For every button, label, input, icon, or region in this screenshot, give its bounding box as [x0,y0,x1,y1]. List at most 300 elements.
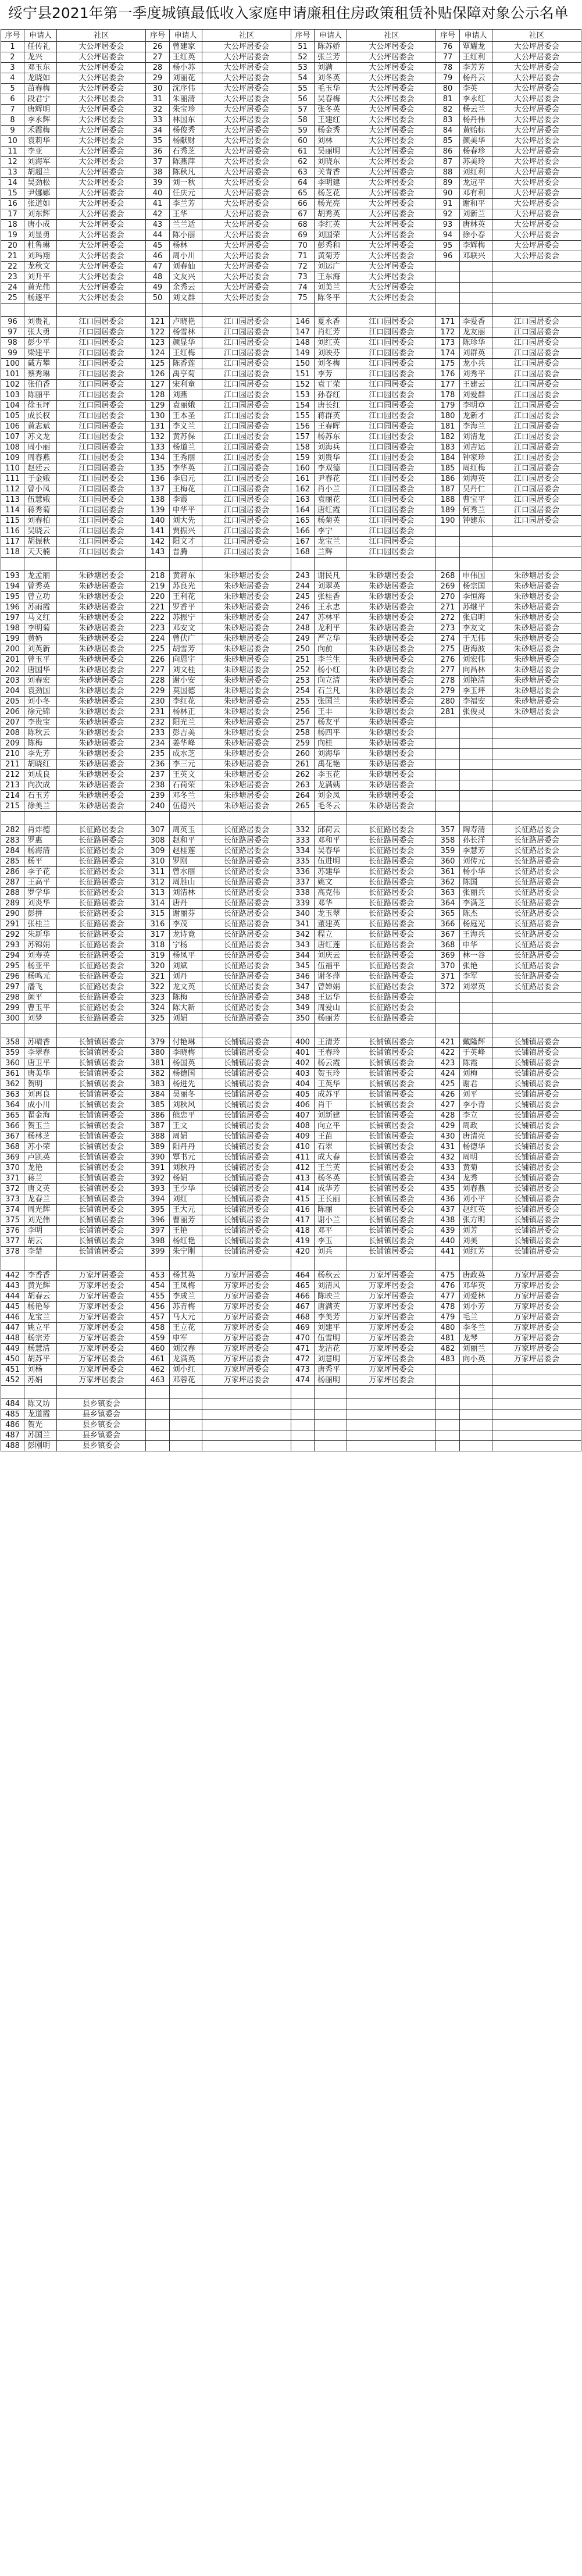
community-cell: 江口园居委会 [492,411,581,422]
community-cell: 长铺镇居委会 [347,1226,436,1236]
index-cell: 316 [146,919,169,930]
index-cell: 146 [291,317,314,327]
community-cell: 朱砂塘居委会 [202,655,291,665]
index-cell [291,1420,314,1430]
index-cell: 428 [436,1111,459,1121]
index-cell: 261 [291,759,314,770]
recipient-table [1,29,581,1451]
index-cell [436,1375,459,1386]
index-cell: 15 [1,188,24,199]
index-cell: 26 [146,42,169,52]
applicant-cell: 赵廷云 [24,463,57,474]
applicant-cell: 谢民凡 [315,571,347,581]
index-cell: 245 [291,592,314,602]
applicant-cell: 袁劲国 [24,686,57,697]
community-cell: 长铺镇居委会 [347,1121,436,1132]
community-cell: 大公坪居委会 [57,52,146,63]
index-cell: 378 [1,1247,24,1257]
applicant-cell: 王建红 [315,115,347,126]
index-cell: 158 [291,443,314,453]
community-cell: 大公坪居委会 [492,188,581,199]
applicant-cell: 曾水丽 [169,867,202,877]
applicant-cell: 杨宗芳 [24,1333,57,1344]
community-cell: 长铺镇居委会 [492,1194,581,1205]
index-cell: 139 [146,505,169,516]
index-cell: 159 [291,453,314,463]
index-cell: 310 [146,857,169,867]
index-cell [436,526,459,537]
index-cell: 404 [291,1079,314,1090]
applicant-cell: 杨艳琴 [24,1302,57,1312]
applicant-cell: 向小英 [459,1354,492,1365]
index-cell: 95 [436,241,459,251]
table-row [1,707,581,718]
index-cell [146,1399,169,1410]
applicant-cell [459,272,492,283]
community-cell: 长征路居委会 [202,877,291,888]
index-cell: 359 [1,1048,24,1058]
applicant-cell: 刘春柏 [24,516,57,526]
applicant-cell: 蔡秀琳 [24,369,57,380]
community-cell: 朱砂塘居委会 [202,592,291,602]
index-cell: 40 [146,188,169,199]
community-cell: 江口园居委会 [347,495,436,505]
table-row [1,581,581,592]
index-cell: 311 [146,867,169,877]
community-cell: 大公坪居委会 [347,251,436,262]
index-cell: 312 [146,877,169,888]
table-row [1,547,581,558]
empty-cell [347,558,436,571]
index-cell: 369 [436,951,459,961]
applicant-cell: 黄菊芳 [315,251,347,262]
index-cell: 446 [1,1312,24,1323]
community-cell: 大公坪居委会 [347,241,436,251]
community-cell: 长铺镇居委会 [492,1111,581,1121]
community-cell: 大公坪居委会 [492,230,581,241]
index-cell: 112 [1,484,24,495]
applicant-cell: 邓有利 [459,188,492,199]
applicant-cell: 杨小苏 [169,63,202,73]
section-spacer-row [1,1386,581,1399]
applicant-cell: 李贵宝 [24,718,57,728]
community-cell: 江口园居委会 [57,547,146,558]
community-cell: 大公坪居委会 [492,42,581,52]
community-cell: 大公坪居委会 [347,105,436,115]
index-cell: 50 [146,293,169,304]
applicant-cell: 陈映兰 [315,1291,347,1302]
community-cell: 朱砂塘居委会 [57,571,146,581]
community-cell: 万家坪居委会 [347,1375,436,1386]
community-cell: 万家坪居委会 [347,1344,436,1354]
header-index: 序号 [291,30,314,42]
community-cell: 江口园居委会 [347,338,436,348]
community-cell: 大公坪居委会 [347,42,436,52]
index-cell: 371 [1,1173,24,1184]
community-cell: 江口园居委会 [57,495,146,505]
index-cell: 16 [1,199,24,209]
applicant-cell: 刘炎华 [24,898,57,909]
empty-cell [492,1386,581,1399]
index-cell: 233 [146,728,169,738]
index-cell: 426 [436,1090,459,1100]
index-cell: 408 [291,1121,314,1132]
index-cell: 147 [291,327,314,338]
index-cell: 358 [1,1037,24,1048]
applicant-cell: 刘光伟 [24,1215,57,1226]
empty-cell [202,1024,291,1037]
applicant-cell: 王红英 [169,52,202,63]
index-cell: 369 [1,1153,24,1163]
community-cell: 江口园居委会 [202,484,291,495]
index-cell: 94 [436,230,459,241]
index-cell: 335 [291,857,314,867]
applicant-cell: 罗惠 [24,836,57,846]
community-cell: 江口园居委会 [347,537,436,547]
community-cell: 长征路居委会 [347,857,436,867]
index-cell: 320 [146,961,169,972]
applicant-cell: 石秀芝 [169,147,202,157]
index-cell: 106 [1,422,24,432]
index-cell: 385 [146,1100,169,1111]
community-cell: 长铺镇居委会 [492,1058,581,1069]
index-cell: 202 [1,665,24,676]
applicant-cell: 谢和平 [459,199,492,209]
community-cell: 江口园居委会 [492,338,581,348]
community-cell: 大公坪居委会 [57,251,146,262]
index-cell: 343 [291,940,314,951]
table-row [1,846,581,857]
index-cell: 213 [1,780,24,791]
community-cell: 万家坪居委会 [57,1323,146,1333]
table-row [1,1375,581,1386]
table-row [1,738,581,749]
applicant-cell: 苗春梅 [24,84,57,94]
table-row [1,1173,581,1184]
community-cell [492,770,581,780]
applicant-cell: 张伯香 [24,380,57,390]
index-cell [436,272,459,283]
community-cell: 万家坪居委会 [347,1323,436,1333]
applicant-cell: 刘杨 [24,1365,57,1375]
community-cell: 万家坪居委会 [347,1365,436,1375]
index-cell [436,801,459,812]
index-cell: 322 [146,982,169,993]
applicant-cell: 刘玛翔 [24,251,57,262]
community-cell: 大公坪居委会 [347,220,436,230]
index-cell: 179 [436,401,459,411]
community-cell: 大公坪居委会 [492,199,581,209]
table-row [1,1100,581,1111]
index-cell: 126 [146,369,169,380]
applicant-cell: 伍福平 [315,961,347,972]
index-cell: 366 [436,919,459,930]
applicant-cell: 刘海华 [315,749,347,759]
applicant-cell: 吴晓云 [24,526,57,537]
index-cell: 365 [1,1111,24,1121]
applicant-cell: 钟建东 [459,516,492,526]
applicant-cell: 杨凤平 [169,951,202,961]
applicant-cell: 陈燕萍 [169,157,202,167]
index-cell: 51 [291,42,314,52]
community-cell: 长征路居委会 [492,888,581,898]
index-cell: 201 [1,655,24,665]
community-cell: 大公坪居委会 [202,167,291,178]
applicant-cell: 唐丹 [169,898,202,909]
index-cell: 466 [291,1291,314,1302]
table-row [1,613,581,623]
header-index: 序号 [1,30,24,42]
community-cell: 大公坪居委会 [202,230,291,241]
community-cell: 长征路居委会 [202,993,291,1003]
table-row [1,1079,581,1090]
index-cell: 78 [436,63,459,73]
section-spacer-row [1,1257,581,1271]
table-row [1,115,581,126]
applicant-cell: 唐文英 [24,1184,57,1194]
applicant-cell: 刘芳 [459,1226,492,1236]
index-cell: 14 [1,178,24,188]
applicant-cell: 黄光辉 [24,1281,57,1291]
index-cell: 251 [291,655,314,665]
index-cell: 71 [291,251,314,262]
index-cell: 317 [146,930,169,940]
index-cell: 250 [291,644,314,655]
index-cell: 163 [291,495,314,505]
applicant-cell: 陈小丽 [169,230,202,241]
community-cell: 朱砂塘居委会 [347,728,436,738]
community-cell: 朱砂塘居委会 [492,592,581,602]
applicant-cell: 龙文英 [169,982,202,993]
applicant-cell: 罗学华 [24,888,57,898]
community-cell: 长铺镇居委会 [57,1058,146,1069]
table-row [1,1142,581,1153]
applicant-cell: 刘梦 [24,1014,57,1024]
applicant-cell: 周政 [459,1121,492,1132]
community-cell: 长征路居委会 [347,836,436,846]
table-row [1,718,581,728]
index-cell: 58 [291,115,314,126]
community-cell: 长铺镇居委会 [57,1215,146,1226]
applicant-cell: 程立 [315,930,347,940]
applicant-cell: 曹玉平 [24,1003,57,1014]
community-cell: 朱砂塘居委会 [347,707,436,718]
applicant-cell: 刘庆云 [315,951,347,961]
community-cell: 江口园居委会 [492,443,581,453]
community-cell: 长铺镇居委会 [202,1173,291,1184]
index-cell: 177 [436,380,459,390]
applicant-cell: 龙满姨 [315,780,347,791]
applicant-cell: 刘建平 [315,1323,347,1333]
applicant-cell: 王红利 [459,52,492,63]
applicant-cell: 禹花艳 [315,759,347,770]
empty-cell [291,304,314,317]
applicant-cell [459,1399,492,1410]
applicant-cell: 杨宗国 [459,581,492,592]
index-cell: 478 [436,1302,459,1312]
applicant-cell: 龙秋文 [24,262,57,272]
community-cell: 朱砂塘居委会 [347,718,436,728]
index-cell: 70 [291,241,314,251]
empty-cell [492,1024,581,1037]
applicant-cell: 王利花 [169,592,202,602]
table-row [1,463,581,474]
index-cell: 89 [436,178,459,188]
community-cell: 万家坪居委会 [57,1312,146,1323]
table-row [1,665,581,676]
index-cell: 2 [1,52,24,63]
index-cell [436,1365,459,1375]
community-cell [347,1420,436,1430]
community-cell: 长铺镇居委会 [202,1100,291,1111]
index-cell: 336 [291,867,314,877]
community-cell: 朱砂塘居委会 [57,623,146,634]
community-cell: 江口园居委会 [492,505,581,516]
community-cell: 朱砂塘居委会 [57,759,146,770]
index-cell: 392 [146,1173,169,1184]
applicant-cell: 李茂 [169,919,202,930]
index-cell: 460 [146,1344,169,1354]
community-cell: 长征路居委会 [347,888,436,898]
community-cell [492,1399,581,1410]
empty-cell [202,558,291,571]
index-cell: 360 [1,1058,24,1069]
index-cell: 24 [1,283,24,293]
community-cell: 长铺镇居委会 [202,1079,291,1090]
community-cell: 江口园居委会 [57,474,146,484]
index-cell: 279 [436,686,459,697]
applicant-cell: 张大勇 [24,327,57,338]
index-cell: 325 [146,1014,169,1024]
community-cell: 大公坪居委会 [347,136,436,147]
community-cell: 大公坪居委会 [492,136,581,147]
community-cell [492,780,581,791]
community-cell: 朱砂塘居委会 [202,770,291,780]
community-cell: 江口园居委会 [57,338,146,348]
community-cell: 朱砂塘居委会 [347,613,436,623]
applicant-cell: 杨四平 [315,728,347,738]
applicant-cell: 龙道霞 [24,1410,57,1420]
community-cell: 朱砂塘居委会 [347,759,436,770]
community-cell: 长铺镇居委会 [492,1153,581,1163]
index-cell [436,1003,459,1014]
empty-cell [291,1386,314,1399]
community-cell: 朱砂塘居委会 [202,707,291,718]
empty-cell [315,1386,347,1399]
empty-cell [202,304,291,317]
applicant-cell: 李芳 [315,369,347,380]
applicant-cell: 王立花 [169,1323,202,1333]
community-cell: 朱砂塘居委会 [347,738,436,749]
applicant-cell: 刘成良 [24,770,57,780]
applicant-cell: 李爱香 [459,317,492,327]
community-cell: 江口园居委会 [492,484,581,495]
community-cell: 大公坪居委会 [57,262,146,272]
community-cell: 江口园居委会 [492,432,581,443]
community-cell: 朱砂塘居委会 [347,791,436,801]
index-cell: 151 [291,369,314,380]
applicant-cell: 朱宝珍 [169,105,202,115]
table-row [1,1111,581,1121]
community-cell: 长铺镇居委会 [202,1132,291,1142]
community-cell: 长征路居委会 [347,909,436,919]
applicant-cell: 王梅花 [169,484,202,495]
index-cell: 363 [1,1090,24,1100]
index-cell: 422 [436,1048,459,1058]
community-cell: 长征路居委会 [57,930,146,940]
index-cell: 234 [146,738,169,749]
applicant-cell: 杨云霞 [315,1058,347,1069]
applicant-cell: 刘运广 [315,262,347,272]
community-cell: 长铺镇居委会 [492,1037,581,1048]
applicant-cell: 翟金海 [24,1111,57,1121]
community-cell: 长征路居委会 [347,867,436,877]
community-cell: 江口园居委会 [347,474,436,484]
community-cell: 万家坪居委会 [57,1365,146,1375]
table-row [1,230,581,241]
applicant-cell: 刘海英 [459,474,492,484]
index-cell: 68 [291,220,314,230]
applicant-cell: 伍德兴 [169,801,202,812]
community-cell: 长征路居委会 [347,919,436,930]
table-row [1,262,581,272]
index-cell: 3 [1,63,24,73]
applicant-cell: 杨俊秀 [169,126,202,136]
index-cell: 439 [436,1226,459,1236]
index-cell: 475 [436,1271,459,1281]
community-cell: 万家坪居委会 [347,1333,436,1344]
table-row [1,42,581,52]
index-cell: 397 [146,1226,169,1236]
empty-cell [459,558,492,571]
applicant-cell: 莫国德 [169,686,202,697]
applicant-cell: 覃耀龙 [459,42,492,52]
index-cell: 391 [146,1163,169,1173]
community-cell: 江口园居委会 [57,484,146,495]
index-cell: 9 [1,126,24,136]
applicant-cell: 刘春宏 [24,676,57,686]
applicant-cell: 张方明 [459,1215,492,1226]
applicant-cell: 陈霞 [459,1058,492,1069]
applicant-cell: 胡苏平 [24,1354,57,1365]
index-cell: 130 [146,411,169,422]
community-cell: 江口园居委会 [57,432,146,443]
table-row [1,327,581,338]
applicant-cell: 胡超兰 [24,167,57,178]
community-cell: 大公坪居委会 [57,283,146,293]
community-cell: 长征路居委会 [202,1014,291,1024]
index-cell: 418 [291,1226,314,1236]
index-cell [436,728,459,738]
community-cell: 朱砂塘居委会 [202,686,291,697]
index-cell: 160 [291,463,314,474]
community-cell: 朱砂塘居委会 [57,602,146,613]
index-cell: 18 [1,220,24,230]
community-cell: 朱砂塘居委会 [57,707,146,718]
applicant-cell: 王英华 [315,1079,347,1090]
applicant-cell: 毛冬云 [315,801,347,812]
index-cell: 249 [291,634,314,644]
applicant-cell: 唐辉明 [24,105,57,115]
community-cell: 江口园居委会 [202,317,291,327]
index-cell: 254 [291,686,314,697]
community-cell: 长征路居委会 [347,961,436,972]
applicant-cell: 李义兰 [169,422,202,432]
applicant-cell: 刘秋风 [169,1100,202,1111]
applicant-cell: 余秀云 [169,283,202,293]
index-cell: 66 [291,199,314,209]
community-cell: 江口园居委会 [347,463,436,474]
